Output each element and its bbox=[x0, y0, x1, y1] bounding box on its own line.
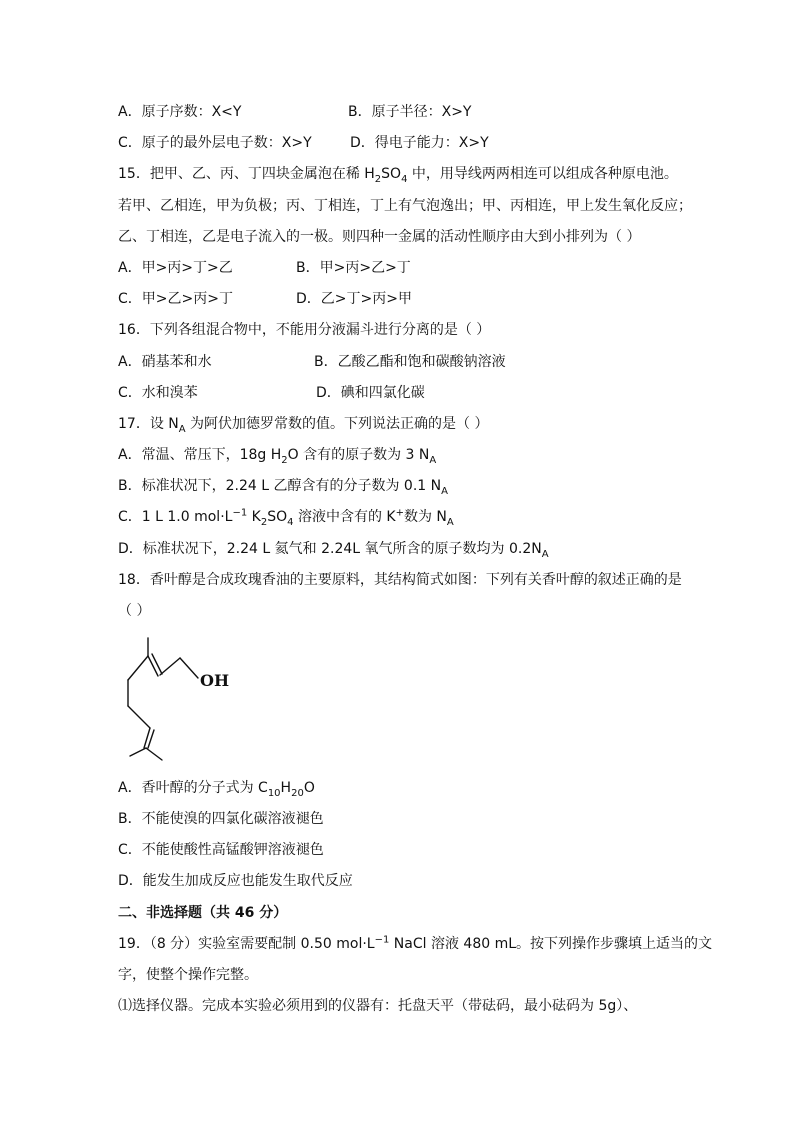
q15-option-a: A．甲>丙>丁>乙 bbox=[118, 260, 233, 276]
q15-sub-2: 2 bbox=[374, 173, 382, 185]
oh-label: OH bbox=[200, 671, 230, 690]
q15-sub-4: 4 bbox=[401, 173, 408, 185]
q16-option-c: C．水和溴苯 bbox=[118, 385, 198, 401]
q17-c-text-b: K bbox=[247, 509, 261, 525]
q17-b-text: B．标准状况下，2.24 L 乙醇含有的分子数为 0.1 N bbox=[118, 478, 442, 494]
q16-option-a: A．硝基苯和水 bbox=[118, 354, 212, 370]
q17-c-text-a: C．1 L 1.0 mol·L bbox=[118, 509, 233, 525]
q17-option-a bbox=[118, 445, 436, 465]
q17-option-c bbox=[118, 507, 454, 527]
q15-option-c: C．甲>乙>丙>丁 bbox=[118, 291, 233, 307]
q16-stem: 16．下列各组混合物中，不能用分液漏斗进行分离的是（ ） bbox=[118, 322, 491, 338]
q17-c-sup2: + bbox=[395, 507, 404, 519]
q18-a-text-c: O bbox=[303, 780, 315, 796]
q17-d-sub: A bbox=[541, 548, 549, 560]
q18-a-text-b: H bbox=[280, 780, 292, 796]
q18-option-c: C．不能使酸性高锰酸钾溶液褪色 bbox=[118, 842, 324, 858]
q17-c-sup: −1 bbox=[232, 507, 248, 519]
q17-c-text-e: 数为 N bbox=[403, 509, 447, 525]
q18-a-sub2: 20 bbox=[291, 787, 304, 799]
q17-a-sub1: 2 bbox=[281, 454, 288, 466]
q15-option-b: B．甲>丙>乙>丁 bbox=[296, 260, 411, 276]
q19-text-b: NaCl 溶液 480 mL。按下列操作步骤填上适当的文 bbox=[389, 936, 713, 952]
q16-option-d: D．碘和四氯化碳 bbox=[316, 385, 425, 401]
q17-stem-a: 17．设 N bbox=[118, 416, 179, 432]
q15-stem-text-b: SO bbox=[381, 166, 402, 182]
q15-stem-line2: 若甲、乙相连，甲为负极；丙、丁相连，丁上有气泡逸出；甲、丙相连，甲上发生氧化反应； bbox=[118, 198, 692, 214]
q18-option-b: B．不能使溴的四氯化碳溶液褪色 bbox=[118, 811, 324, 827]
q17-c-sub1: 2 bbox=[260, 516, 268, 528]
q14-option-b: B．原子半径：X>Y bbox=[348, 104, 472, 120]
q17-option-b bbox=[118, 476, 448, 496]
q17-b-sub: A bbox=[441, 485, 448, 497]
q19-text-a: 19．（8 分）实验室需要配制 0.50 mol·L bbox=[118, 936, 375, 952]
q17-c-sub2: 4 bbox=[287, 516, 294, 528]
q18-a-sub1: 10 bbox=[267, 787, 281, 799]
q14-option-a: A．原子序数：X<Y bbox=[118, 104, 242, 120]
q15-option-d: D．乙>丁>丙>甲 bbox=[296, 291, 412, 307]
geraniol-structure-diagram bbox=[118, 628, 258, 768]
q17-c-sub3: A bbox=[446, 516, 454, 528]
q17-a-text-a: A．常温、常压下，18g H bbox=[118, 447, 282, 463]
q17-option-d bbox=[118, 539, 549, 559]
q17-c-text-d: 溶液中含有的 K bbox=[293, 509, 396, 525]
q17-stem-b: 为阿伏加德罗常数的值。下列说法正确的是（ ） bbox=[185, 416, 489, 432]
q15-stem-line3: 乙、丁相连，乙是电子流入的一极。则四种一金属的活动性顺序由大到小排列为（ ） bbox=[118, 229, 641, 245]
q17-c-text-c: SO bbox=[267, 509, 288, 525]
q17-d-text: D．标准状况下，2.24 L 氦气和 2.24L 氧气所含的原子数均为 0.2N bbox=[118, 541, 542, 557]
section-heading-nonchoice: 二、非选择题（共 46 分） bbox=[118, 905, 288, 921]
q15-stem-text-c: 中，用导线两两相连可以组成各种原电池。 bbox=[407, 166, 678, 182]
q18-answer-paren: （ ） bbox=[118, 603, 151, 619]
q19-sup: −1 bbox=[374, 934, 390, 946]
q17-a-sub2: A bbox=[429, 454, 437, 466]
q18-stem: 18．香叶醇是合成玫瑰香油的主要原料，其结构简式如图：下列有关香叶醇的叙述正确的是 bbox=[118, 572, 682, 588]
q19-line2: 字，使整个操作完整。 bbox=[118, 967, 258, 983]
q14-option-c: C．原子的最外层电子数：X>Y bbox=[118, 135, 312, 151]
q17-a-text-b: O 含有的原子数为 3 N bbox=[287, 447, 430, 463]
q19-line1 bbox=[118, 934, 712, 954]
q15-stem-line1 bbox=[118, 164, 678, 184]
q18-a-text-a: A．香叶醇的分子式为 C bbox=[118, 780, 268, 796]
q17-stem-sub: A bbox=[178, 423, 186, 435]
q17-stem bbox=[118, 414, 489, 434]
q16-option-b: B．乙酸乙酯和饱和碳酸钠溶液 bbox=[314, 354, 506, 370]
q18-option-d: D．能发生加成反应也能发生取代反应 bbox=[118, 873, 353, 889]
q15-stem-text-a: 15．把甲、乙、丙、丁四块金属泡在稀 H bbox=[118, 166, 375, 182]
q14-option-d: D．得电子能力：X>Y bbox=[350, 135, 489, 151]
q18-option-a bbox=[118, 778, 315, 798]
q19-line3: ⑴选择仪器。完成本实验必须用到的仪器有：托盘天平（带砝码，最小砝码为 5g）、 bbox=[118, 998, 638, 1014]
